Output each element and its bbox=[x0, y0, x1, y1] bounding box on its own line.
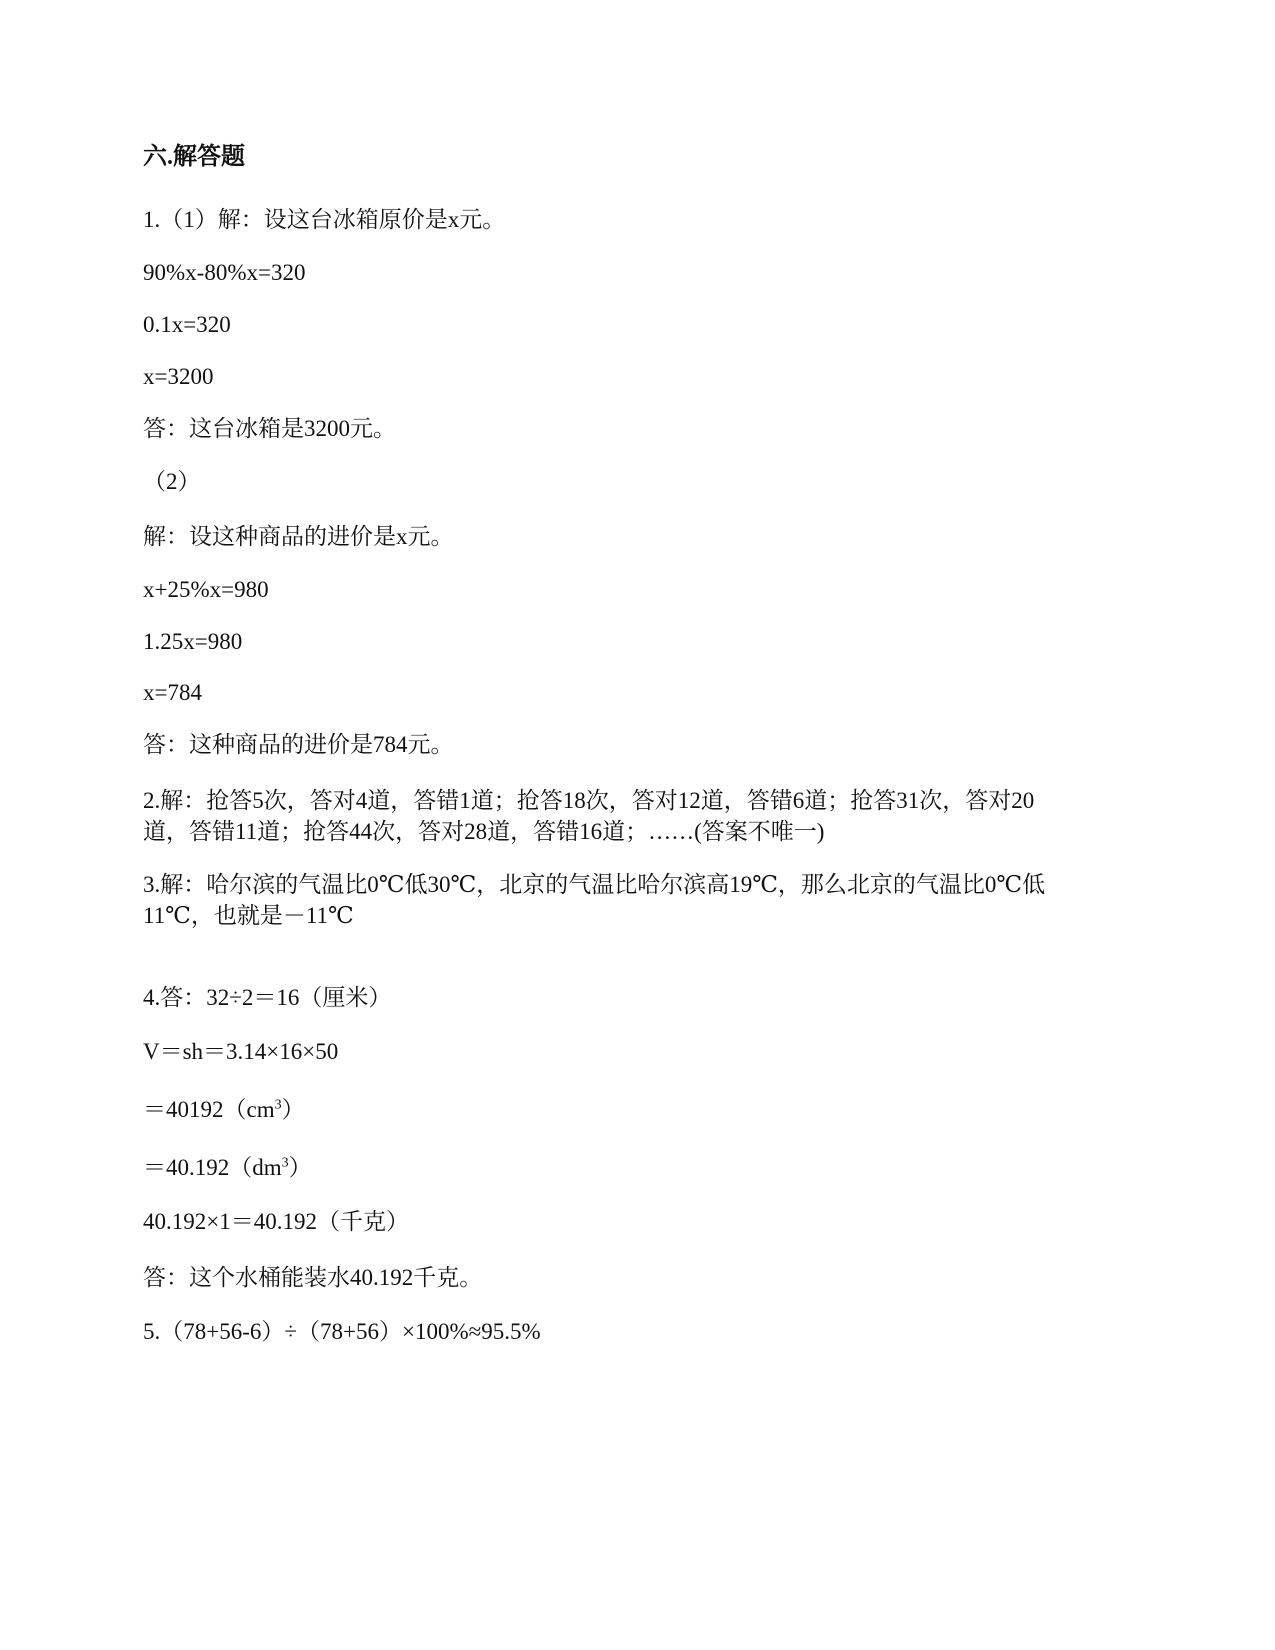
q4-line-1: 4.答：32÷2＝16（厘米） bbox=[143, 985, 392, 1010]
q4-line-2: V＝sh＝3.14×16×50 bbox=[143, 1039, 339, 1064]
q4-line-5: 40.192×1＝40.192（千克） bbox=[143, 1209, 409, 1234]
q4-line-4-exponent: 3 bbox=[281, 1155, 289, 1171]
q4-line-4-end: ） bbox=[288, 1155, 312, 1180]
q1-part2-answer: 答：这种商品的进价是784元。 bbox=[143, 732, 454, 757]
q1-part2-intro: 解：设这种商品的进价是x元。 bbox=[143, 524, 454, 549]
section-title: 六.解答题 bbox=[143, 144, 245, 170]
q1-part1-equation-2: 0.1x=320 bbox=[143, 312, 231, 337]
q1-part2-equation-1: x+25%x=980 bbox=[143, 577, 269, 602]
q1-part1-intro: 1.（1）解：设这台冰箱原价是x元。 bbox=[143, 207, 506, 232]
q4-line-3 bbox=[143, 1095, 305, 1125]
q4-line-3-main: ＝40192（cm bbox=[143, 1097, 275, 1122]
q4-line-4-main: ＝40.192（dm bbox=[143, 1155, 282, 1180]
q1-part1-answer: 答：这台冰箱是3200元。 bbox=[143, 416, 396, 441]
q1-part2-equation-2: 1.25x=980 bbox=[143, 629, 243, 654]
q4-answer: 答：这个水桶能装水40.192千克。 bbox=[143, 1265, 483, 1290]
q1-part2-equation-3: x=784 bbox=[143, 680, 202, 705]
q1-part2-label: （2） bbox=[143, 469, 201, 494]
q4-line-4 bbox=[143, 1153, 312, 1183]
q3-text: 3.解：哈尔滨的气温比0℃低30℃，北京的气温比哈尔滨高19℃，那么北京的气温比0℃低11℃，也就是－11℃ bbox=[143, 872, 1046, 928]
q1-part1-equation-1: 90%x-80%x=320 bbox=[143, 260, 306, 285]
q4-line-3-end: ） bbox=[281, 1097, 305, 1122]
q5-text: 5.（78+56-6）÷（78+56）×100%≈95.5% bbox=[143, 1319, 541, 1344]
q2-text: 2.解：抢答5次，答对4道，答错1道；抢答18次，答对12道，答错6道；抢答31次，答对20道，答错11道；抢答44次，答对28道，答错16道；……(答案不唯一) bbox=[143, 788, 1035, 844]
q1-part1-equation-3: x=3200 bbox=[143, 364, 214, 389]
q4-line-3-exponent: 3 bbox=[274, 1097, 282, 1113]
